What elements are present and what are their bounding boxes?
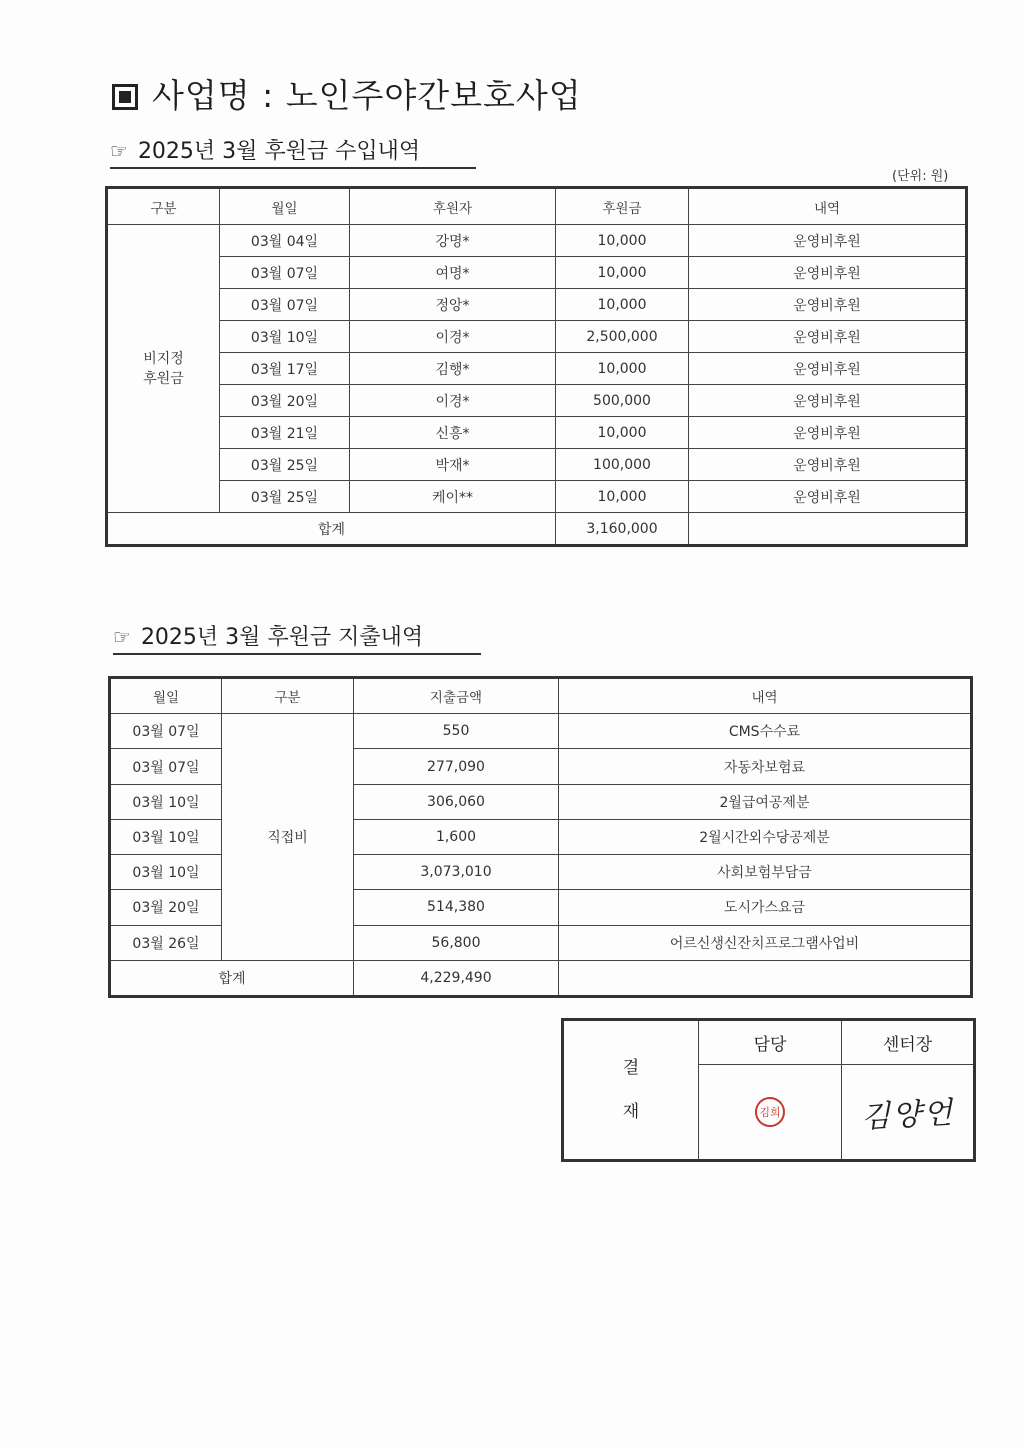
amount-cell: 1,600 xyxy=(354,819,559,854)
expense-header-row xyxy=(110,678,972,714)
category-cell: 직접비 xyxy=(222,714,354,961)
description-cell: 2월급여공제분 xyxy=(559,784,972,819)
total-description xyxy=(559,960,972,996)
unit-label: (단위: 원) xyxy=(892,169,949,184)
category-line-1: 비지정 xyxy=(143,350,184,367)
header-amount: 지출금액 xyxy=(354,678,559,714)
amount-cell: 2,500,000 xyxy=(556,321,689,353)
income-header-row xyxy=(107,188,967,225)
description-cell: 운영비후원 xyxy=(689,353,967,385)
amount-cell: 10,000 xyxy=(556,481,689,513)
header-donor: 후원자 xyxy=(350,188,556,225)
donor-cell: 강명* xyxy=(350,225,556,257)
date-cell: 03월 07일 xyxy=(110,714,222,749)
signature: 김양언 xyxy=(860,1095,956,1136)
amount-cell: 10,000 xyxy=(556,289,689,321)
header-category: 구분 xyxy=(107,188,220,225)
description-cell: 운영비후원 xyxy=(689,385,967,417)
date-cell: 03월 04일 xyxy=(220,225,350,257)
donor-cell: 여명* xyxy=(350,257,556,289)
total-label: 합계 xyxy=(110,960,354,996)
date-cell: 03월 07일 xyxy=(110,749,222,784)
date-cell: 03월 26일 xyxy=(110,925,222,960)
table-row xyxy=(107,385,967,417)
description-cell: 운영비후원 xyxy=(689,481,967,513)
seal-stamp-icon: 김희 xyxy=(755,1097,785,1127)
total-description xyxy=(689,513,967,546)
category-line-2: 후원금 xyxy=(143,370,184,387)
amount-cell: 10,000 xyxy=(556,417,689,449)
header-date: 월일 xyxy=(110,678,222,714)
approval-label-1: 결 xyxy=(622,1058,640,1078)
donor-cell: 정앙* xyxy=(350,289,556,321)
page-title: 사업명 : 노인주야간보호사업 xyxy=(112,70,582,117)
description-cell: 어르신생신잔치프로그램사업비 xyxy=(559,925,972,960)
donor-cell: 케이** xyxy=(350,481,556,513)
date-cell: 03월 07일 xyxy=(220,257,350,289)
date-cell: 03월 10일 xyxy=(110,819,222,854)
description-cell: 2월시간외수당공제분 xyxy=(559,819,972,854)
donor-cell: 신흥* xyxy=(350,417,556,449)
income-table xyxy=(105,186,968,547)
approval-label xyxy=(563,1020,699,1161)
header-description: 내역 xyxy=(689,188,967,225)
table-row xyxy=(107,257,967,289)
pointing-hand-icon: ☞ xyxy=(110,139,128,163)
description-cell: 운영비후원 xyxy=(689,289,967,321)
table-row xyxy=(107,449,967,481)
date-cell: 03월 21일 xyxy=(220,417,350,449)
date-cell: 03월 07일 xyxy=(220,289,350,321)
date-cell: 03월 10일 xyxy=(220,321,350,353)
category-cell xyxy=(107,225,220,513)
amount-cell: 500,000 xyxy=(556,385,689,417)
manager-header: 담당 xyxy=(699,1020,842,1065)
total-label: 합계 xyxy=(107,513,556,546)
amount-cell: 514,380 xyxy=(354,890,559,925)
description-cell: 사회보험부담금 xyxy=(559,855,972,890)
donor-cell: 김행* xyxy=(350,353,556,385)
description-cell: CMS수수료 xyxy=(559,714,972,749)
table-row xyxy=(107,321,967,353)
expense-table xyxy=(108,676,973,998)
description-cell: 운영비후원 xyxy=(689,225,967,257)
description-cell: 운영비후원 xyxy=(689,257,967,289)
header-description: 내역 xyxy=(559,678,972,714)
description-cell: 운영비후원 xyxy=(689,417,967,449)
table-row xyxy=(107,353,967,385)
amount-cell: 306,060 xyxy=(354,784,559,819)
expense-total-row xyxy=(110,960,972,996)
income-heading: ☞ 2025년 3월 후원금 수입내역 xyxy=(110,134,476,169)
date-cell: 03월 20일 xyxy=(110,890,222,925)
amount-cell: 10,000 xyxy=(556,225,689,257)
amount-cell: 100,000 xyxy=(556,449,689,481)
header-date: 월일 xyxy=(220,188,350,225)
date-cell: 03월 10일 xyxy=(110,855,222,890)
amount-cell: 3,073,010 xyxy=(354,855,559,890)
description-cell: 자동차보험료 xyxy=(559,749,972,784)
income-total-row xyxy=(107,513,967,546)
header-category: 구분 xyxy=(222,678,354,714)
amount-cell: 10,000 xyxy=(556,257,689,289)
total-amount: 3,160,000 xyxy=(556,513,689,546)
manager-seal-cell xyxy=(699,1065,842,1161)
header-amount: 후원금 xyxy=(556,188,689,225)
amount-cell: 10,000 xyxy=(556,353,689,385)
description-cell: 운영비후원 xyxy=(689,321,967,353)
table-row xyxy=(107,289,967,321)
pointing-hand-icon: ☞ xyxy=(113,625,131,649)
date-cell: 03월 17일 xyxy=(220,353,350,385)
description-cell: 운영비후원 xyxy=(689,449,967,481)
expense-heading: ☞ 2025년 3월 후원금 지출내역 xyxy=(113,620,481,655)
table-row xyxy=(107,225,967,257)
table-row xyxy=(110,714,972,749)
amount-cell: 277,090 xyxy=(354,749,559,784)
total-amount: 4,229,490 xyxy=(354,960,559,996)
square-bullet-icon xyxy=(112,84,138,110)
amount-cell: 550 xyxy=(354,714,559,749)
date-cell: 03월 10일 xyxy=(110,784,222,819)
amount-cell: 56,800 xyxy=(354,925,559,960)
donor-cell: 박재* xyxy=(350,449,556,481)
date-cell: 03월 20일 xyxy=(220,385,350,417)
description-cell: 도시가스요금 xyxy=(559,890,972,925)
approval-table xyxy=(561,1018,976,1162)
table-row xyxy=(107,417,967,449)
date-cell: 03월 25일 xyxy=(220,449,350,481)
table-row xyxy=(107,481,967,513)
director-header: 센터장 xyxy=(842,1020,975,1065)
approval-label-2: 재 xyxy=(622,1102,640,1122)
donor-cell: 이경* xyxy=(350,321,556,353)
date-cell: 03월 25일 xyxy=(220,481,350,513)
director-signature-cell xyxy=(842,1065,975,1161)
donor-cell: 이경* xyxy=(350,385,556,417)
